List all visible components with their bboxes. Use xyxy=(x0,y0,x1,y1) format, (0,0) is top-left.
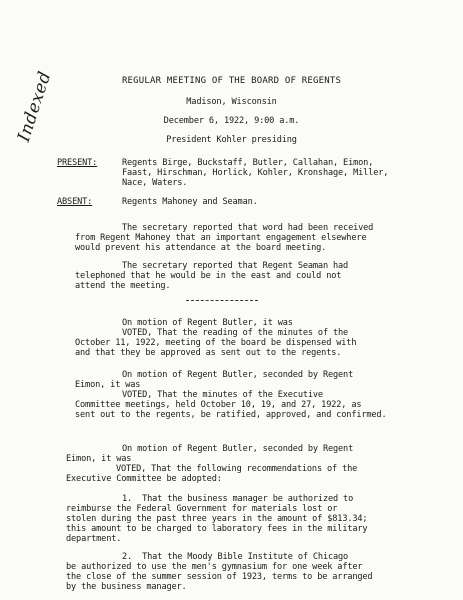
item-1-line-3: stolen during the past three years in the amount of $813.34; xyxy=(66,514,368,524)
motion-2-line-2: Eimon, it was xyxy=(75,380,141,390)
item-2-line-4: by the business manager. xyxy=(66,582,187,592)
motion-3-line-4: Executive Committee be adopted: xyxy=(66,474,222,484)
motion-3-line-3: VOTED, That the following recommendations of the xyxy=(116,464,358,474)
motion-3-line-1: On motion of Regent Butler, seconded by Regent xyxy=(122,444,354,454)
motion-1-line-2: VOTED, That the reading of the minutes of the xyxy=(122,328,349,338)
present-label: PRESENT: xyxy=(57,158,98,168)
present-line-3: Nace, Waters. xyxy=(122,178,188,188)
margin-handwritten-note: Indexed xyxy=(14,68,56,145)
motion-1-line-1: On motion of Regent Butler, it was xyxy=(122,318,293,328)
motion-2-line-3: VOTED, That the minutes of the Executive xyxy=(122,390,323,400)
item-1-line-4: this amount to be charged to laboratory fees in the military xyxy=(66,524,368,534)
present-line-2: Faast, Hirschman, Horlick, Kohler, Kronshage, Miller, xyxy=(122,168,389,178)
absent-label: ABSENT: xyxy=(57,197,93,207)
motion-1-line-3: October 11, 1922, meeting of the board be dispensed with xyxy=(75,338,357,348)
paragraph-2-line-1: The secretary reported that Regent Seaman had xyxy=(122,261,349,271)
motion-2-line-5: sent out to the regents, be ratified, approved, and confirmed. xyxy=(75,410,387,420)
paragraph-2-line-2: telephoned that he would be in the east and could not xyxy=(75,271,342,281)
paragraph-1-line-3: would prevent his attendance at the board meeting. xyxy=(75,243,327,253)
item-2-line-2: be authorized to use the men's gymnasium for one week after xyxy=(66,562,363,572)
paragraph-1-line-2: from Regent Mahoney that an important engagement elsewhere xyxy=(75,233,367,243)
motion-2-line-1: On motion of Regent Butler, seconded by Regent xyxy=(122,370,354,380)
paragraph-2-line-3: attend the meeting. xyxy=(75,281,171,291)
item-1-line-2: reimburse the Federal Government for materials lost or xyxy=(66,504,338,514)
item-1-line-5: department. xyxy=(66,534,122,544)
section-divider xyxy=(186,300,258,301)
page-title: REGULAR MEETING OF THE BOARD OF REGENTS xyxy=(121,76,342,86)
motion-1-line-4: and that they be approved as sent out to the regents. xyxy=(75,348,342,358)
meeting-location: Madison, Wisconsin xyxy=(186,97,277,107)
motion-2-line-4: Committee meetings, held October 10, 19, and 27, 1922, as xyxy=(75,400,362,410)
motion-3-line-2: Eimon, it was xyxy=(66,454,132,464)
item-2-line-3: the close of the summer session of 1923, terms to be arranged xyxy=(66,572,373,582)
item-1-line-1: 1. That the business manager be authorized to xyxy=(122,494,354,504)
absent-text: Regents Mahoney and Seaman. xyxy=(122,197,258,207)
item-2-line-1: 2. That the Moody Bible Institute of Chicago xyxy=(122,552,349,562)
paragraph-1-line-1: The secretary reported that word had been received xyxy=(122,223,374,233)
present-line-1: Regents Birge, Buckstaff, Butler, Callahan, Eimon, xyxy=(122,158,374,168)
presiding-officer: President Kohler presiding xyxy=(166,135,297,145)
meeting-date-time: December 6, 1922, 9:00 a.m. xyxy=(163,116,300,126)
